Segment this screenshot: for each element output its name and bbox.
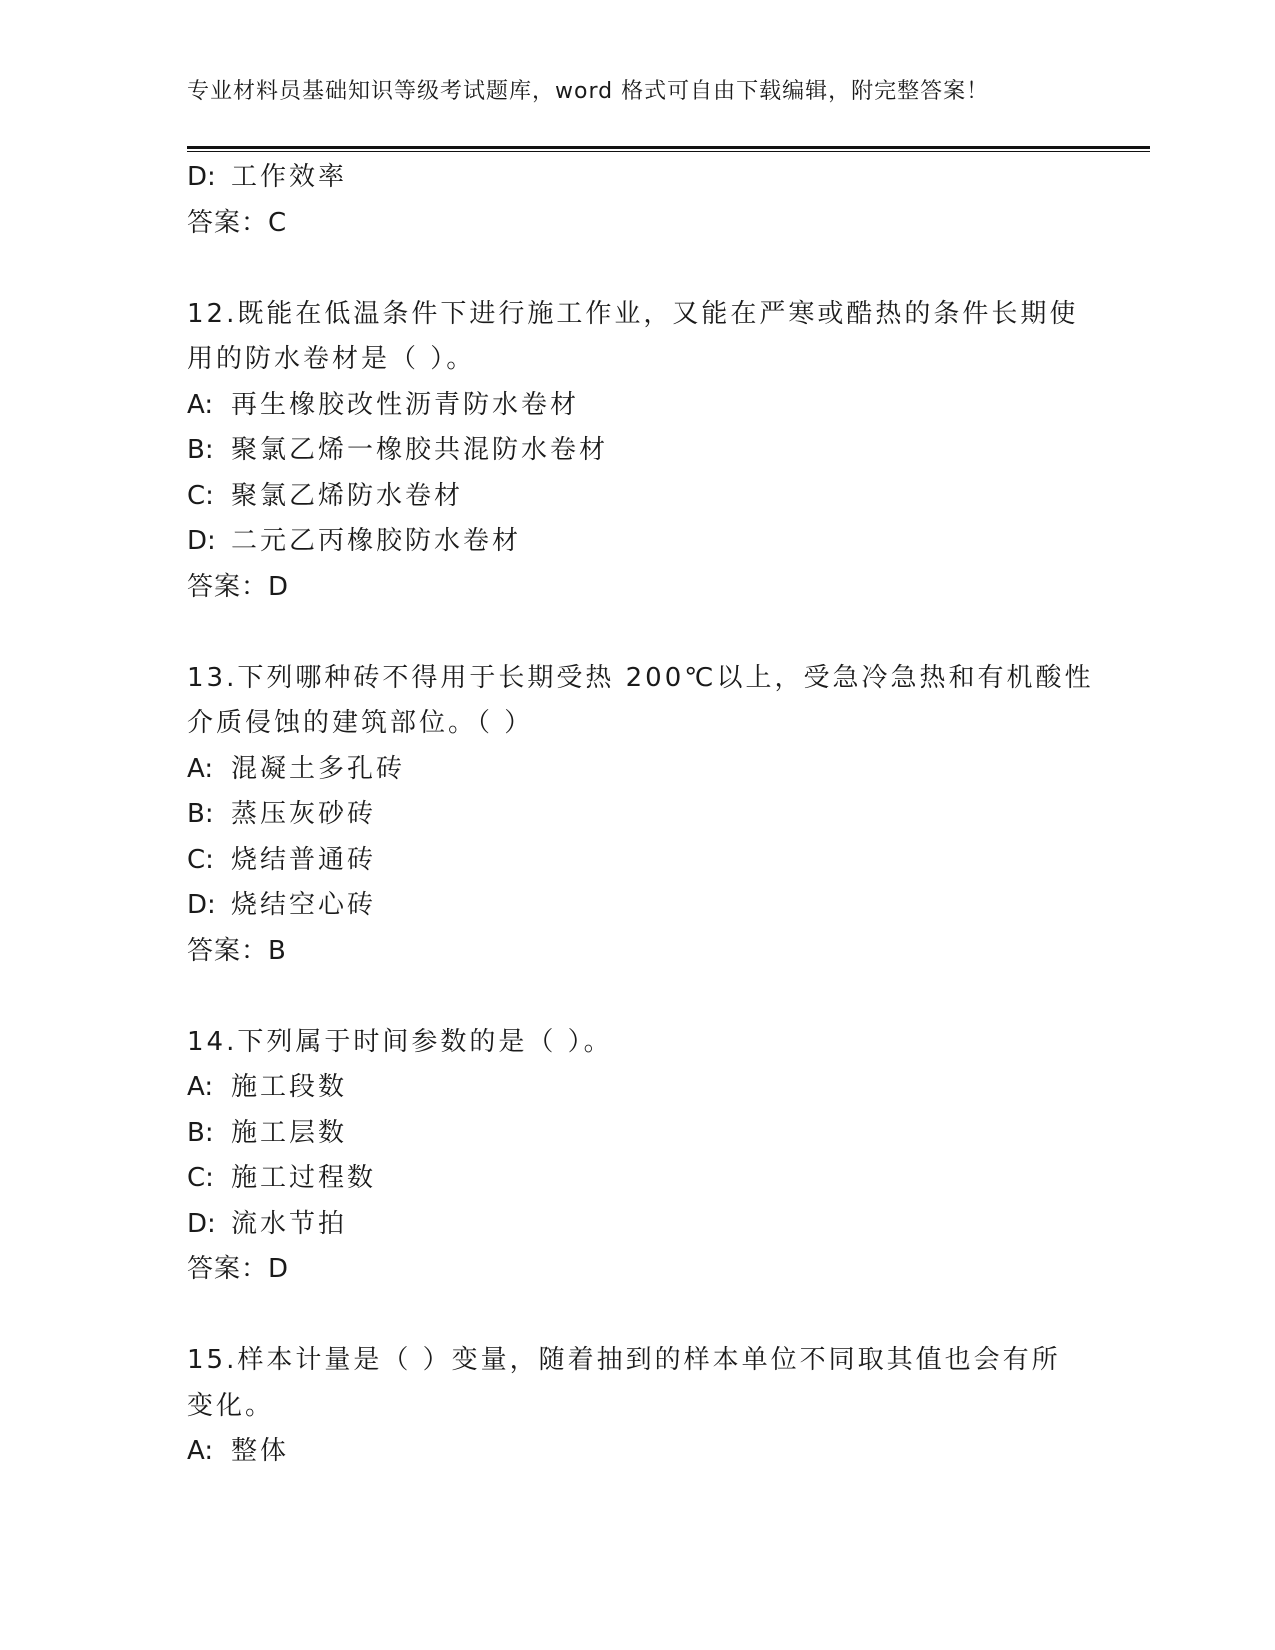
option-key: D: [187,162,216,192]
option-text: 烧结空心砖 [231,890,377,920]
header-rule [187,146,1150,149]
option-key: D: [187,526,216,556]
option-key: B: [187,1117,214,1148]
question-stem: 15.样本计量是（ ）变量，随着抽到的样本单位不同取其值也会有所 [187,1345,1061,1375]
question-stem: 14.下列属于时间参数的是（ ）。 [187,1026,613,1057]
question-stem: 变化。 [187,1390,275,1421]
page-header: 专业材料员基础知识等级考试题库，word 格式可自由下载编辑，附完整答案！ [187,79,990,104]
option-line [187,883,1087,929]
header-rule-thin [187,151,1150,152]
option-key: C: [187,844,214,875]
answer-value: B [268,935,286,966]
option-text: 聚氯乙烯一橡胶共混防水卷材 [231,435,609,465]
option-text: 蒸压灰砂砖 [231,799,377,829]
option-key: A: [187,753,214,784]
option-key: A: [187,1436,214,1466]
option-line [187,1156,1087,1202]
option-line [187,838,1087,884]
answer-label: 答案： [187,571,269,602]
option-text: 整体 [231,1436,290,1466]
option-key: A: [187,389,214,420]
answer-line [187,565,1087,611]
option-key: B: [187,799,214,829]
option-key: A: [187,1072,214,1102]
spacer [187,246,1087,292]
option-key: D: [187,890,216,920]
option-line [187,428,1087,474]
option-text: 工作效率 [231,162,348,192]
answer-value: C [268,207,287,238]
question-list [187,155,1094,1475]
answer-line [187,1247,1087,1293]
option-text: 烧结普通砖 [231,844,377,875]
answer-line [187,201,1087,247]
option-line [187,1202,1087,1248]
option-line [187,519,1087,565]
question-stem: 用的防水卷材是（ ）。 [187,344,476,374]
option-text: 再生橡胶改性沥青防水卷材 [231,389,580,420]
option-line [187,383,1087,429]
question-block [187,1020,1087,1293]
option-line [187,155,1087,201]
option-key: C: [187,480,214,511]
question-stem: 介质侵蚀的建筑部位。（ ） [187,708,534,738]
spacer [187,610,1087,656]
option-text: 施工过程数 [231,1163,377,1193]
option-line [187,1429,1087,1475]
question-stem: 12.既能在低温条件下进行施工作业，又能在严寒或酷热的条件长期使 [187,298,1079,329]
answer-label: 答案： [187,207,269,238]
option-key: B: [187,435,214,465]
option-line [187,1111,1087,1157]
spacer [187,974,1087,1020]
option-text: 流水节拍 [231,1208,348,1239]
question-stem: 13.下列哪种砖不得用于长期受热 200℃以上，受急冷急热和有机酸性 [187,662,1094,693]
answer-value: D [268,1254,289,1284]
option-text: 施工段数 [231,1072,348,1102]
option-text: 施工层数 [231,1117,348,1148]
option-line [187,747,1087,793]
option-text: 二元乙丙橡胶防水卷材 [231,526,522,556]
option-line [187,792,1087,838]
spacer [187,1293,1087,1339]
option-key: C: [187,1163,214,1193]
answer-line [187,929,1087,975]
answer-value: D [268,571,289,602]
option-text: 混凝土多孔砖 [231,753,406,784]
question-block [187,292,1087,611]
option-line [187,474,1087,520]
option-key: D: [187,1208,216,1239]
answer-label: 答案： [187,935,269,966]
option-line [187,1065,1087,1111]
question-block [187,656,1094,975]
answer-label: 答案： [187,1254,269,1284]
option-text: 聚氯乙烯防水卷材 [231,480,464,511]
question-block [187,1338,1087,1475]
